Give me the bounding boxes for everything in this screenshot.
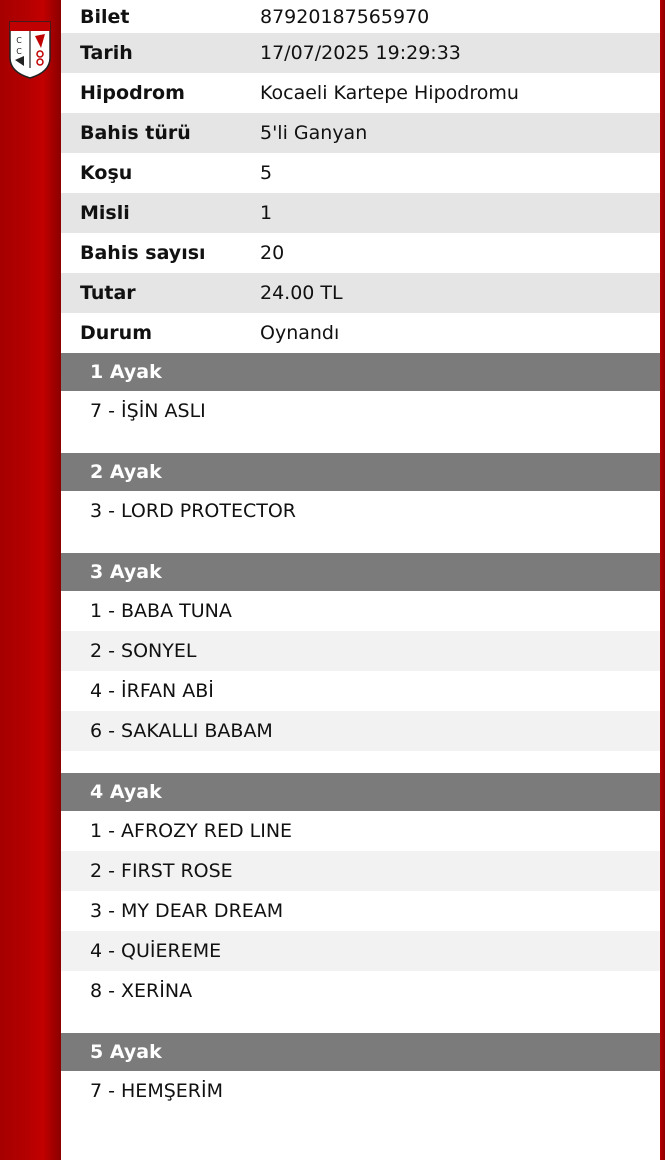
leg-header: 2 Ayak: [61, 453, 660, 491]
leg-horse-item: 6 - SAKALLI BABAM: [61, 711, 660, 751]
leg-horse-item: 2 - SONYEL: [61, 631, 660, 671]
info-row-misli: [61, 193, 660, 233]
leg-horse-item: 8 - XERİNA: [90, 980, 193, 1002]
info-row-bahis-turu: [61, 113, 660, 153]
svg-text:C: C: [16, 47, 22, 56]
info-row-hipodrom: [61, 73, 660, 113]
info-value: 1: [260, 202, 273, 224]
info-value: 5: [260, 162, 273, 184]
leg-spacer: [61, 431, 660, 453]
info-row-bilet: [61, 0, 660, 33]
info-label: Bahis sayısı: [80, 242, 206, 264]
leg-horse-item: 7 - İŞİN ASLI: [90, 400, 206, 422]
leg-spacer: [61, 531, 660, 553]
info-label: Tarih: [80, 42, 133, 64]
leg-section-2: [61, 453, 660, 553]
leg-section-4: [61, 773, 660, 1033]
info-value: Kocaeli Kartepe Hipodromu: [260, 82, 519, 104]
leg-horse-item: 1 - AFROZY RED LINE: [90, 820, 293, 842]
info-value: 87920187565970: [260, 5, 430, 28]
leg-horse-item: 7 - HEMŞERİM: [90, 1080, 223, 1102]
info-label: Misli: [80, 202, 130, 224]
info-label: Koşu: [80, 162, 133, 184]
leg-horse-item: 2 - FIRST ROSE: [61, 851, 660, 891]
leg-spacer: [61, 751, 660, 773]
info-row-durum: [61, 313, 660, 353]
info-label: Bahis türü: [80, 122, 191, 144]
leg-horse-item: 4 - QUİEREME: [61, 931, 660, 971]
info-label: Hipodrom: [80, 82, 185, 104]
leg-header: 5 Ayak: [61, 1033, 660, 1071]
leg-header: 3 Ayak: [61, 553, 660, 591]
info-value: Oynandı: [260, 322, 340, 344]
leg-header: 4 Ayak: [61, 773, 660, 811]
leg-section-1: [61, 353, 660, 453]
leg-header: 1 Ayak: [61, 353, 660, 391]
info-value: 24.00 TL: [260, 282, 343, 304]
leg-section-5: [61, 1033, 660, 1111]
svg-text:C: C: [16, 36, 22, 45]
info-label: Tutar: [80, 282, 136, 304]
info-row-tarih: [61, 33, 660, 73]
info-value: 17/07/2025 19:29:33: [260, 42, 461, 64]
info-row-kosu: [61, 153, 660, 193]
club-shield-logo-icon[interactable]: [6, 18, 54, 80]
leg-horse-item: 3 - MY DEAR DREAM: [90, 900, 284, 922]
sidebar: [0, 0, 61, 1160]
info-row-bahis-sayisi: [61, 233, 660, 273]
ticket-detail-panel: [61, 0, 660, 1160]
ticket-info-table: [61, 0, 660, 353]
info-value: 20: [260, 242, 285, 264]
info-row-tutar: [61, 273, 660, 313]
right-edge-bar: [660, 0, 665, 1160]
leg-horse-item: 3 - LORD PROTECTOR: [90, 500, 297, 522]
leg-horse-item: 4 - İRFAN ABİ: [90, 680, 214, 702]
leg-spacer: [61, 1011, 660, 1033]
info-label: Durum: [80, 322, 152, 344]
info-value: 5'li Ganyan: [260, 122, 368, 144]
leg-section-3: [61, 553, 660, 773]
info-label: Bilet: [80, 5, 130, 28]
leg-horse-item: 1 - BABA TUNA: [90, 600, 232, 622]
